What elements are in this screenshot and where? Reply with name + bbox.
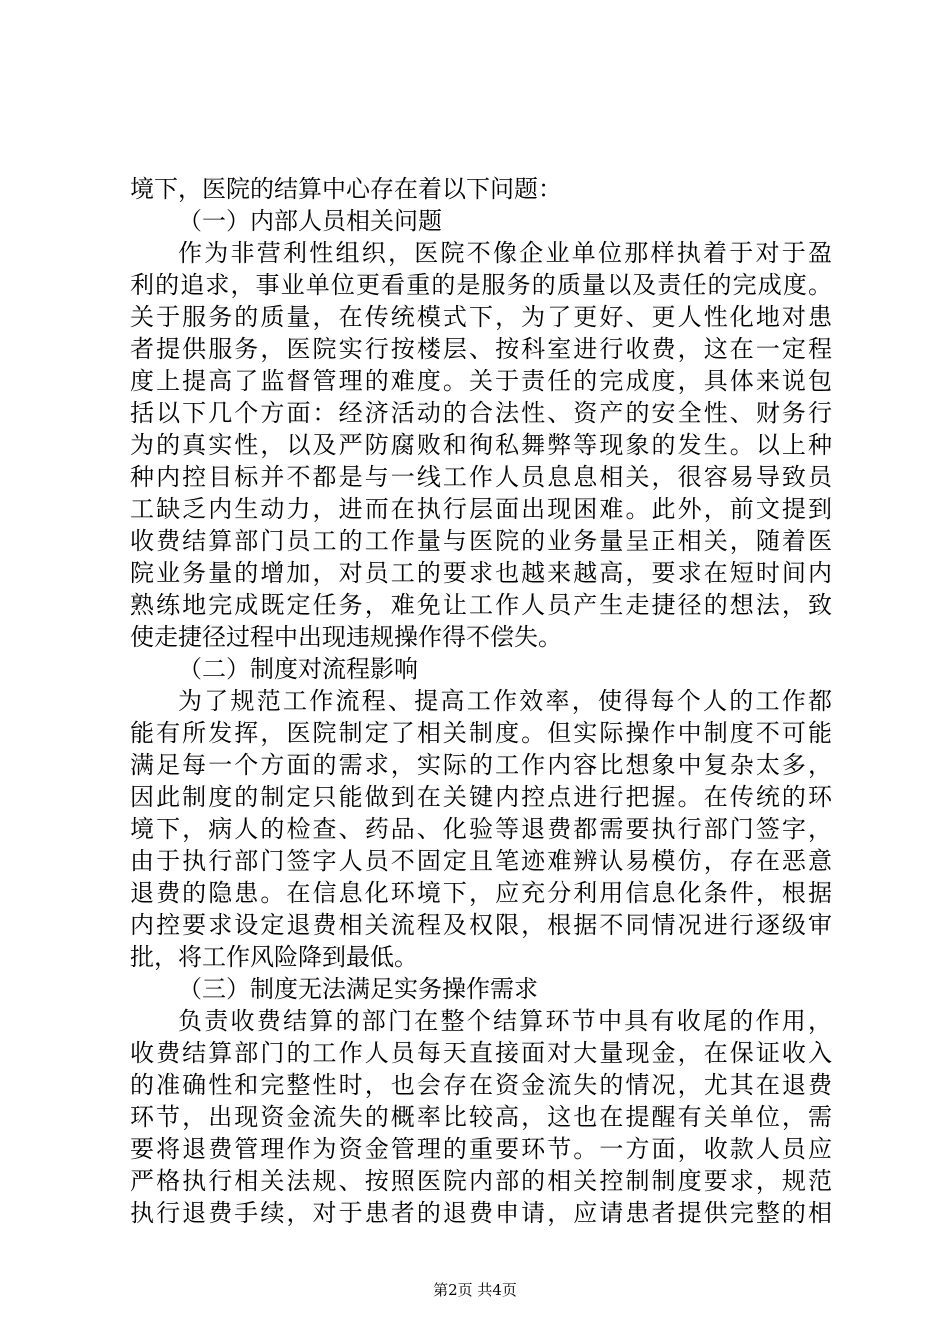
text-line: 收费结算部门的工作人员每天直接面对大量现金，在保证收入: [130, 1039, 832, 1067]
text-line: 为的真实性，以及严防腐败和徇私舞弊等现象的发生。以上种: [130, 431, 832, 459]
section-heading: （三）制度无法满足实务操作需求: [178, 975, 538, 1003]
text-line: 境下，医院的结算中心存在着以下问题：: [130, 175, 562, 203]
text-line: 环节，出现资金流失的概率比较高，这也在提醒有关单位，需: [130, 1103, 832, 1131]
text-line: 利的追求，事业单位更看重的是服务的质量以及责任的完成度。: [130, 271, 832, 299]
text-line: 度上提高了监督管理的难度。关于责任的完成度，具体来说包: [130, 367, 832, 395]
text-line: 工缺乏内生动力，进而在执行层面出现困难。此外，前文提到: [130, 495, 832, 523]
text-line: 由于执行部门签字人员不固定且笔迹难辨认易模仿，存在恶意: [130, 847, 832, 875]
text-line: 因此制度的制定只能做到在关键内控点进行把握。在传统的环: [130, 783, 832, 811]
text-line: 者提供服务，医院实行按楼层、按科室进行收费，这在一定程: [130, 335, 832, 363]
text-line: 内控要求设定退费相关流程及权限，根据不同情况进行逐级审: [130, 911, 832, 939]
text-line: 收费结算部门员工的工作量与医院的业务量呈正相关，随着医: [130, 527, 832, 555]
section-heading: （一）内部人员相关问题: [178, 207, 442, 235]
text-line: 严格执行相关法规、按照医院内部的相关控制制度要求，规范: [130, 1167, 832, 1195]
text-line: 境下，病人的检查、药品、化验等退费都需要执行部门签字，: [130, 815, 832, 843]
text-line: 种内控目标并不都是与一线工作人员息息相关，很容易导致员: [130, 463, 832, 491]
text-line: 为了规范工作流程、提高工作效率，使得每个人的工作都: [178, 687, 832, 715]
text-line: 负责收费结算的部门在整个结算环节中具有收尾的作用，: [178, 1007, 832, 1035]
page-number-footer: 第2页 共4页: [433, 1281, 517, 1299]
text-line: 批，将工作风险降到最低。: [130, 943, 418, 971]
text-line: 要将退费管理作为资金管理的重要环节。一方面，收款人员应: [130, 1135, 832, 1163]
text-line: 执行退费手续，对于患者的退费申请，应请患者提供完整的相: [130, 1199, 832, 1227]
text-line: 满足每一个方面的需求，实际的工作内容比想象中复杂太多，: [130, 751, 832, 779]
text-line: 的准确性和完整性时，也会存在资金流失的情况，尤其在退费: [130, 1071, 832, 1099]
text-line: 使走捷径过程中出现违规操作得不偿失。: [130, 623, 562, 651]
section-heading: （二）制度对流程影响: [178, 655, 418, 683]
text-line: 能有所发挥，医院制定了相关制度。但实际操作中制度不可能: [130, 719, 832, 747]
text-line: 熟练地完成既定任务，难免让工作人员产生走捷径的想法，致: [130, 591, 832, 619]
text-line: 作为非营利性组织，医院不像企业单位那样执着于对于盈: [178, 239, 832, 267]
text-line: 院业务量的增加，对员工的要求也越来越高，要求在短时间内: [130, 559, 832, 587]
text-line: 关于服务的质量，在传统模式下，为了更好、更人性化地对患: [130, 303, 832, 331]
text-line: 退费的隐患。在信息化环境下，应充分利用信息化条件，根据: [130, 879, 832, 907]
text-line: 括以下几个方面：经济活动的合法性、资产的安全性、财务行: [130, 399, 832, 427]
